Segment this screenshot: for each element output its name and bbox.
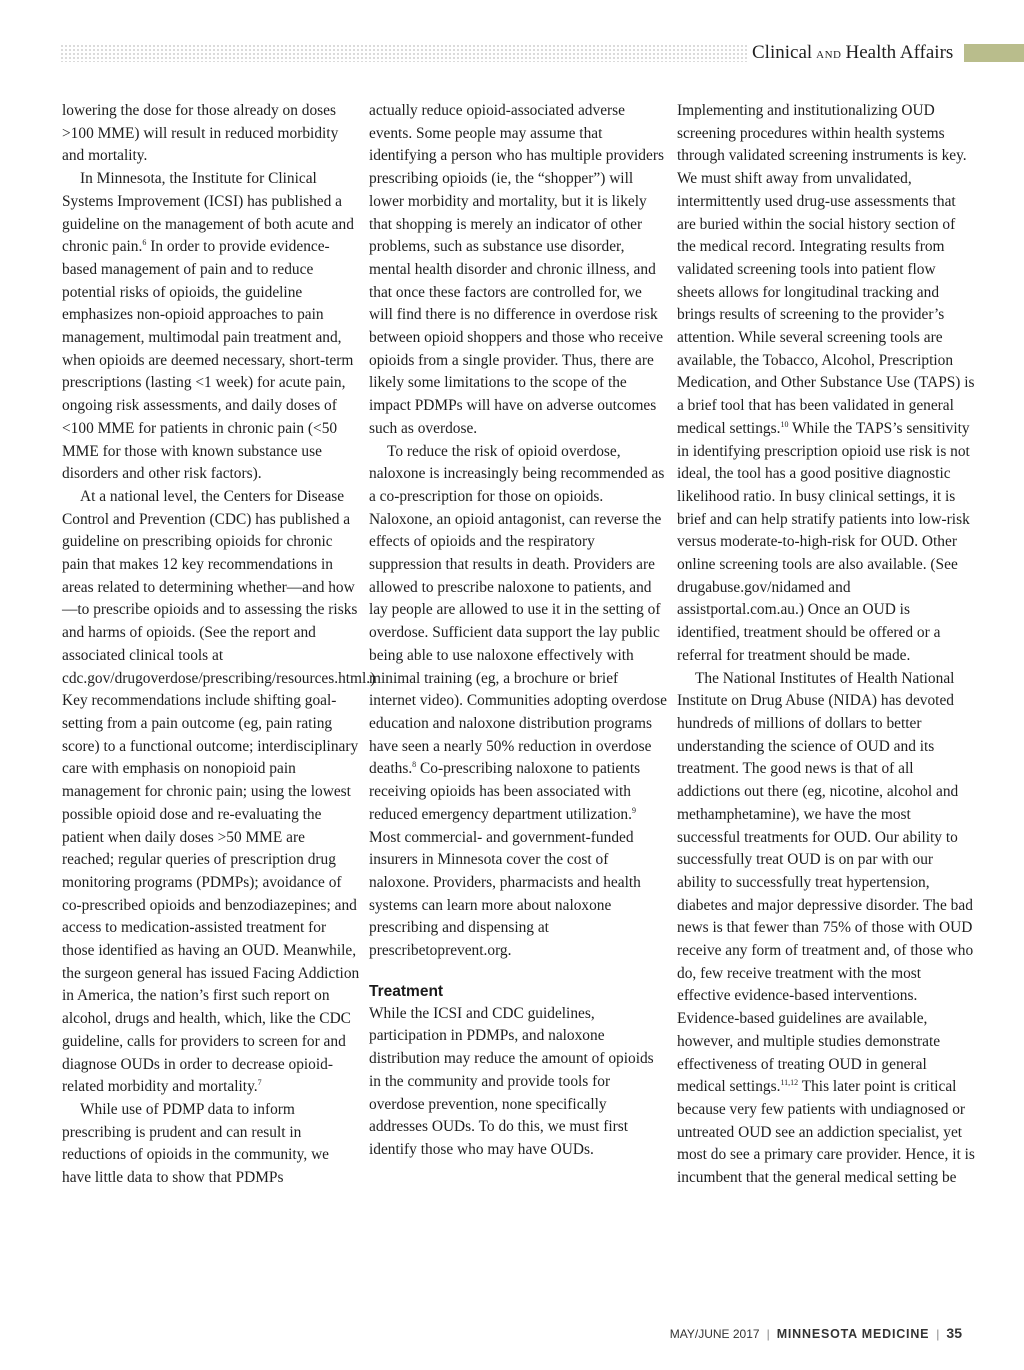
paragraph: actually reduce opioid-associated adverse events. Some people may assume that identifying a person who has multiple providers prescribing opioids (ie, the “shopper”) will lower morbidity and mortality, but it is likely that shopping is merely an indicator of other problems, such as substance use disorder, mental health disorder and chronic illness, and that once these factors are controlled for, we will find there is no difference in overdose risk between opioid shoppers and those who receive opioids from a single provider. Thus, there are likely some limitations to the scope of the impact PDMPs will have on adverse outcomes such as overdose. — [369, 102, 664, 437]
paragraph: While use of PDMP data to inform prescribing is prudent and can result in reductions of opioids in the community, we have little data to show that PDMPs — [62, 1100, 330, 1187]
text-column-2 — [369, 100, 667, 1162]
text-column-1 — [62, 100, 376, 1190]
page-footer — [670, 1323, 962, 1343]
footnote-ref: 6 — [142, 238, 147, 248]
footnote-ref: 7 — [257, 1078, 262, 1088]
footer-divider: | — [936, 1327, 940, 1341]
page-number: 35 — [946, 1325, 962, 1341]
section-title — [752, 40, 953, 66]
section-heading-treatment: Treatment — [369, 982, 444, 1000]
section-title-part1: Clinical — [752, 42, 813, 63]
issue-date: MAY/JUNE 2017 — [669, 1327, 760, 1341]
section-title-part2: Health Affairs — [845, 42, 954, 63]
footnote-ref: 10 — [780, 419, 789, 429]
paragraph: While the ICSI and CDC guidelines, participation in PDMPs, and naloxone distribution may reduce the amount of opioids in the community and provide tools for overdose prevention, none specifically addresses OUDs. To do this, we must first identify those who may have OUDs. — [369, 1004, 654, 1158]
paragraph: At a national level, the Centers for Disease Control and Prevention (CDC) has published a guideline on prescribing opioids for chronic pain that makes 12 key recommendations in areas related to determining whether—and how—to prescribe opioids and to assessing the risks and harms of opioids. (See the report and associated clinical tools at cdc.gov/drugoverdose/prescribing/resources.html.) Key recommendations include shifting goal-setting from a pain outcome (eg, pain rating score) to a functional outcome; interdisciplinary care with emphasis on nonopioid pain management for chronic pain; using the lowest possible opioid dose and re-evaluating the patient when daily doses >50 MME are reached; regular queries of prescription drug monitoring programs (PDMPs); avoidance of co-prescribed opioids and benzodiazepines; and access to medication-assisted treatment for those identified as having an OUD. Meanwhile, the surgeon general has issued Facing Addiction in America, the nation’s first such report on alcohol, drugs and health, which, like the CDC guideline, calls for providers to screen for and diagnose OUDs in order to decrease opioid-related morbidity and mortality.$^7$ — [62, 487, 376, 1096]
header-dot-pattern — [60, 44, 748, 62]
header-accent-bar — [964, 44, 1024, 62]
footer-divider: | — [766, 1327, 770, 1341]
footnote-ref: 8 — [412, 760, 417, 770]
section-title-and: AND — [816, 49, 842, 61]
text-column-3 — [677, 100, 975, 1190]
paragraph: To reduce the risk of opioid overdose, naloxone is increasingly being recommended as a co-prescription for those on opioids. Naloxone, an opioid antagonist, can reverse the effects of opioids and the respiratory suppression that results in death. Providers are allowed to prescribe naloxone to patients, and lay people are allowed to use it in the setting of overdose. Sufficient data support the lay public being able to use naloxone effectively with minimal training (eg, a brochure or brief internet video). Communities adopting overdose education and naloxone distribution programs have seen a nearly 50% reduction in overdose deaths.$^8$ Co-prescribing naloxone to patients receiving opioids has been associated with reduced emergency department utilization.$^9$ Most commercial- and government-funded insurers in Minnesota cover the cost of naloxone. Providers, pharmacists and health systems can learn more about naloxone prescribing and dispensing at prescribetoprevent.org. — [369, 442, 667, 960]
publication-name: MINNESOTA MEDICINE — [776, 1327, 930, 1341]
paragraph: Implementing and institutionalizing OUD screening procedures within health systems through validated screening instruments is key. We must shift away from unvalidated, intermittently used drug-use assessments that are buried within the social history section of the medical record. Integrating results from validated screening tools into patient flow sheets allows for longitudinal tracking and brings results of screening to the provider’s attention. While several screening tools are available, the Tobacco, Alcohol, Prescription Medication, and Other Substance Use (TAPS) is a brief tool that has been validated in general medical settings.$^{10}$ While the TAPS’s sensitivity in identifying prescription opioid use risk is not ideal, the tool has a good positive diagnostic likelihood ratio. In busy clinical settings, it is brief and can help stratify patients into low-risk versus moderate-to-high-risk for OUD. Other online screening tools are also available. (See drugabuse.gov/nidamed and assistportal.com.au.) Once an OUD is identified, treatment should be offered or a referral for treatment should be made. — [677, 102, 975, 664]
paragraph: In Minnesota, the Institute for Clinical Systems Improvement (ICSI) has published a guideline on the management of both acute and chronic pain.$^6$ In order to provide evidence-based management of pain and to reduce potential risks of opioids, the guideline emphasizes non-opioid approaches to pain management, multimodal pain treatment and, when opioids are deemed necessary, short-term prescriptions (lasting <1 week) for acute pain, ongoing risk assessments, and daily doses of <100 MME for patients in chronic pain (<50 MME for those with known substance use disorders and other risk factors). — [62, 170, 354, 483]
paragraph: lowering the dose for those already on doses >100 MME) will result in reduced morbidity and mortality. — [62, 102, 339, 165]
paragraph: The National Institutes of Health National Institute on Drug Abuse (NIDA) has devoted hundreds of millions of dollars to better understanding the science of OUD and its treatment. The good news is that of all addictions out there (eg, nicotine, alcohol and methamphetamine), we have the most successful treatments for OUD. Our ability to successfully treat OUD is on par with our ability to successfully treat hypertension, diabetes and major depressive disorder. The bad news is that fewer than 75% of those with OUD receive any form of treatment and, of those who do, few receive treatment with the most effective evidence-based interventions. Evidence-based guidelines are available, however, and multiple studies demonstrate effectiveness of treating OUD in general medical settings.$^{11,12}$ This later point is critical because very few patients with undiagnosed or untreated OUD see an addiction specialist, yet most do see a primary care provider. Hence, it is incumbent that the general medical setting be — [677, 669, 975, 1187]
footnote-ref: 9 — [631, 805, 636, 815]
footnote-ref: 11,12 — [780, 1078, 799, 1088]
